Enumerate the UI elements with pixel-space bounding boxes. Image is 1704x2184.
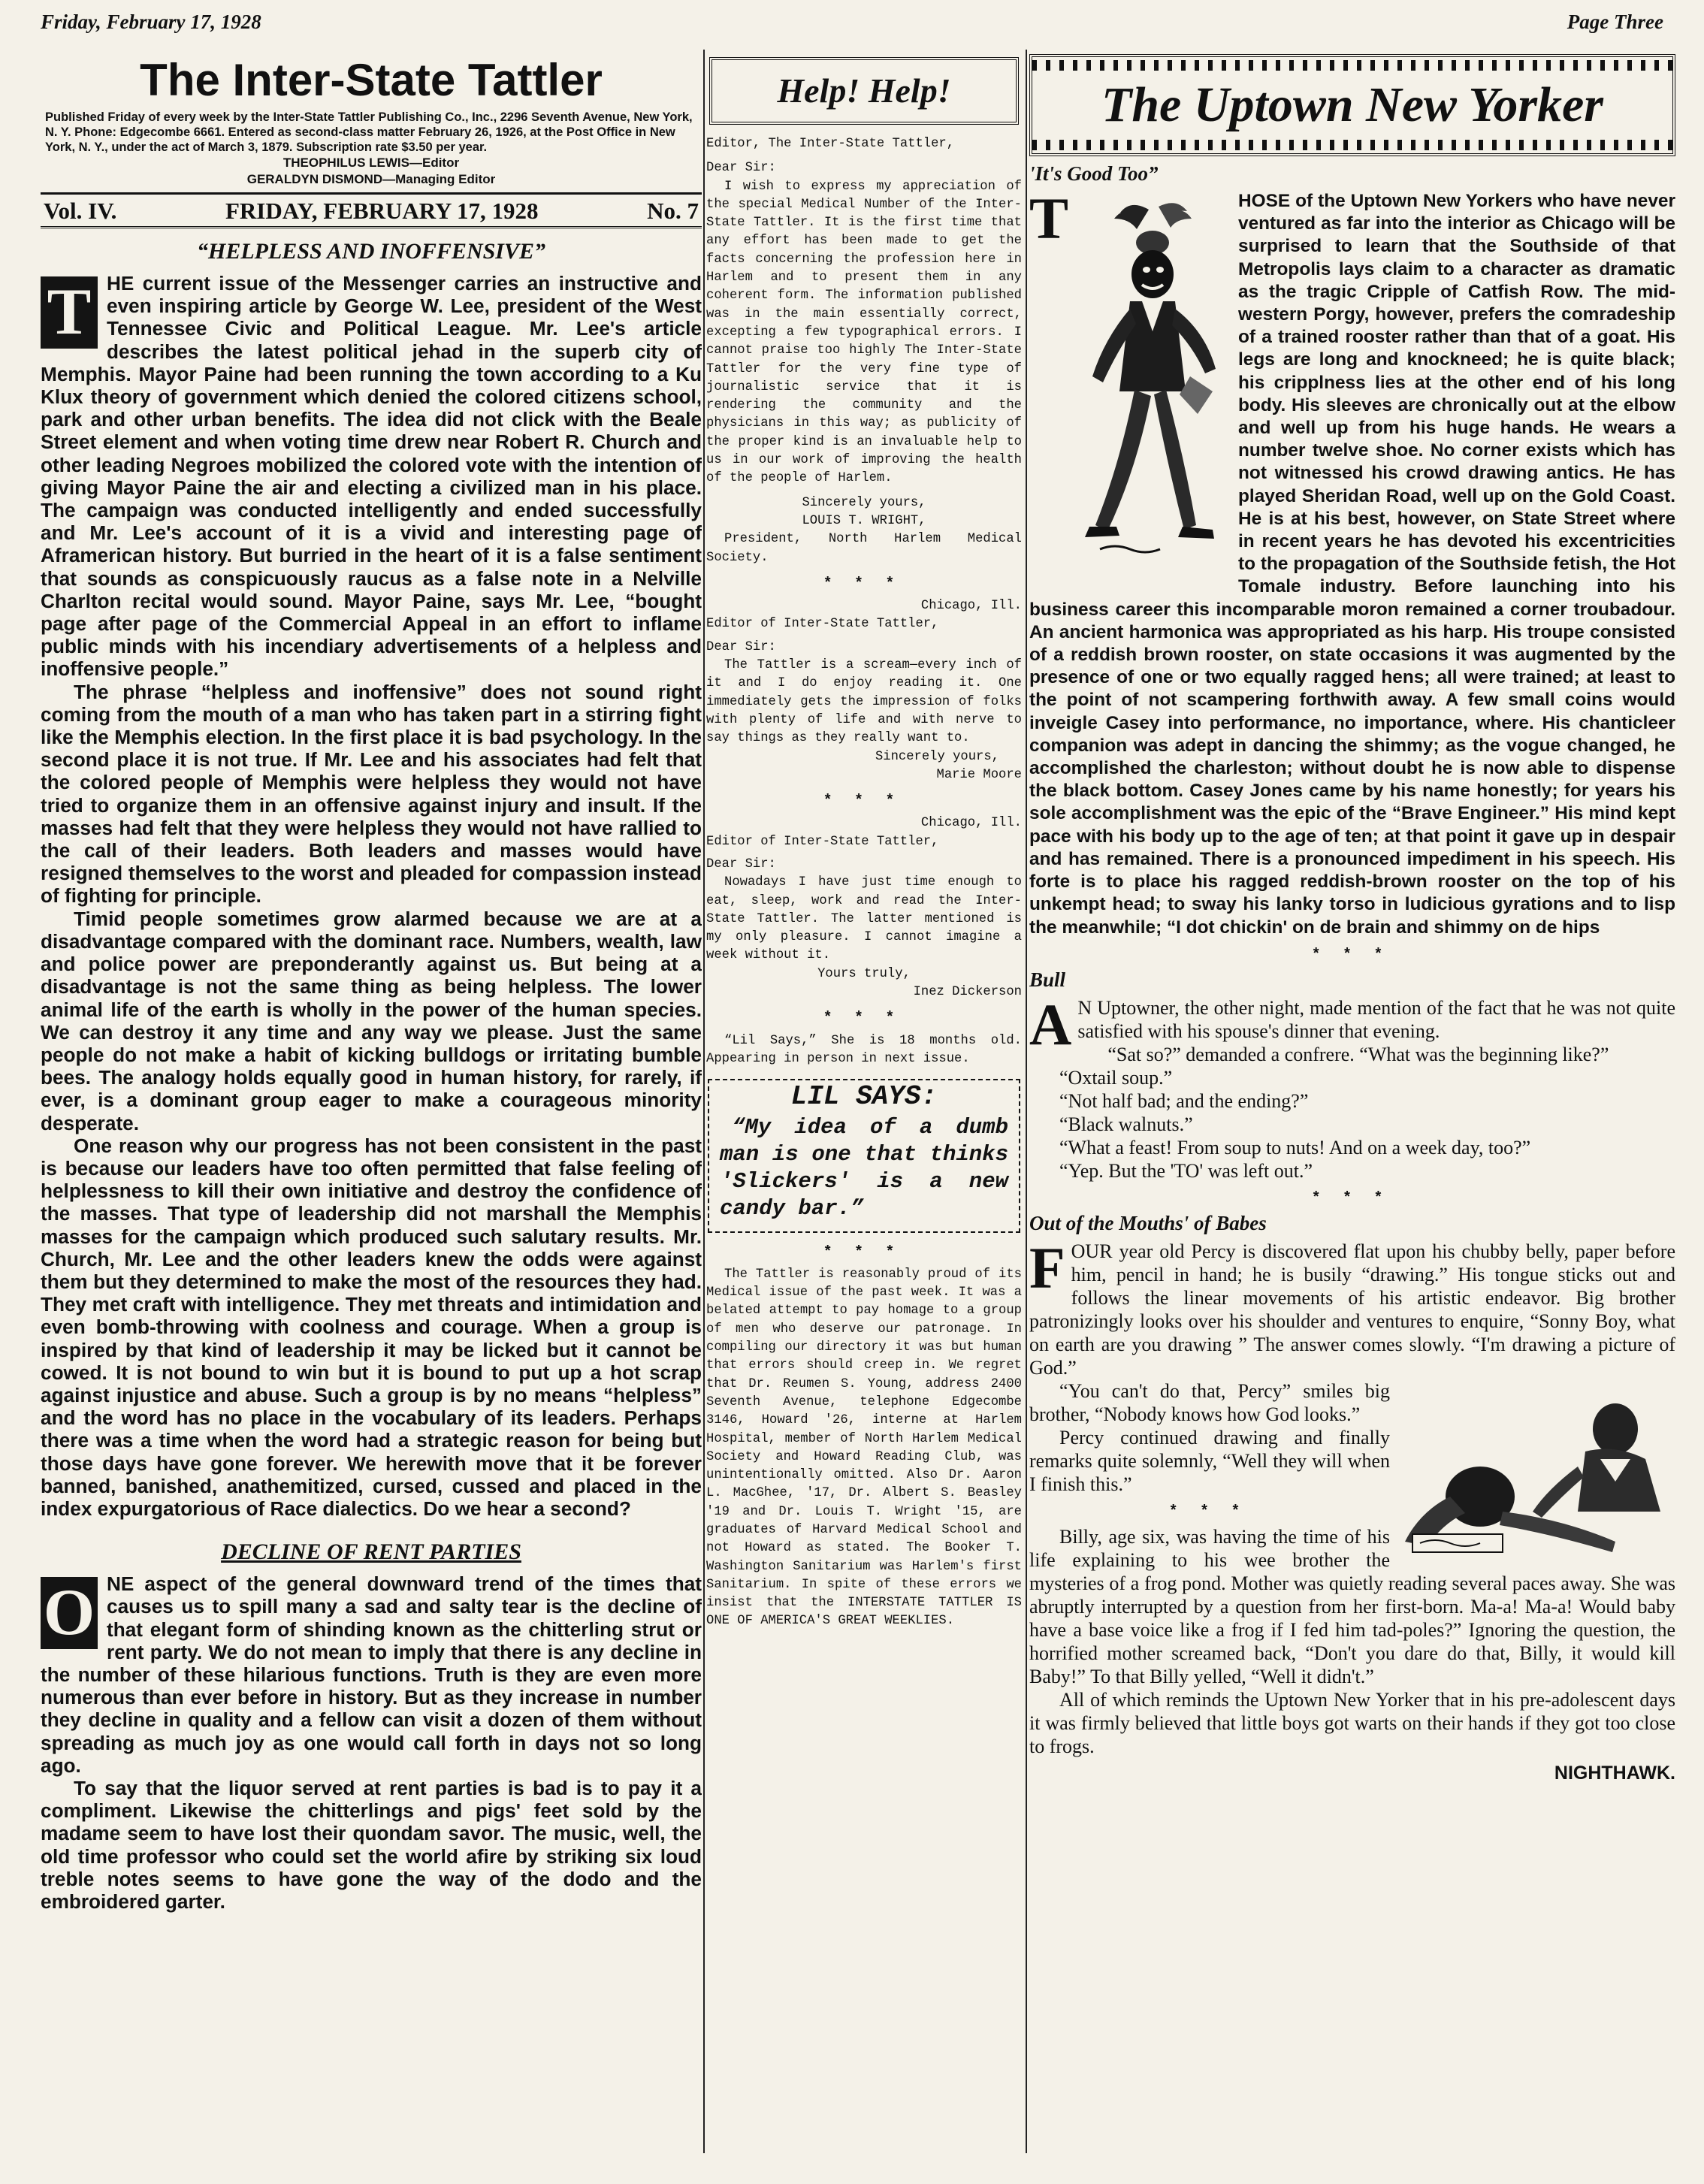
letter-salutation: Editor of Inter-State Tattler, bbox=[706, 617, 939, 632]
managing-editor-line: GERALDYN DISMOND—Managing Editor bbox=[246, 172, 496, 186]
editorial-paragraph: To say that the liquor served at rent parties is bad is to pay it a compliment. Likewise the chitterlings and pigs' feet sold by the madame seem to have lost their quondam savor. The music, well, the old time professor who could set the world afire by striking six loud treble notes seems to have gone the way of the dodo and the embroidered garter. bbox=[41, 1777, 702, 1914]
letter-body: Nowadays I have just time enough to eat, sleep, work and read the Inter-State Tattler. The latter mentioned is my only pleasure. I cannot imagine a week without it. bbox=[706, 875, 1022, 963]
help-help-title: Help! Help! bbox=[709, 57, 1019, 125]
publisher-line: Published Friday of every week by the Inter-State Tattler Publishing Co., Inc., 2296 Seventh Avenue, New York, N. Y. Phone: Edgecombe 6661. Entered as second-class matter February 26, 1926, at the Post Office in New York, N. Y., under the act of March 3, 1879. Subscription rate $3.50 per year. bbox=[45, 110, 693, 154]
dialogue-line: “Not half bad; and the ending?” bbox=[1059, 1089, 1309, 1112]
editorial-paragraph: One reason why our progress has not been consistent in the past is because our leaders have too often permitted that false feeling of helplessness to kill their own initiative and destroy the confidence of the masses. That type of leadership did not marshall the Memphis masses for the campaign which produced such salutary results. Mr. Church, Mr. Lee and the other leaders knew the odds were against them but they determined to make the most of the resources they had. They met craft with intelligence. They met threats and intimidation and even bomb-throwing with coolness and courage. When a group is inspired by that kind of leadership it may be licked but it cannot be cowed. It is not bound to win but it is bound to put up a hot scrap against injustice and abuse. Such a group is by no means “helpless” and the word has no place in the vocabulary of its leaders. Perhaps there was a time when the word had a strategic reason for being but those days have gone forever. We herewith move that it be forever banned, banished, anathemitized, cursed, cussed and placed in the index expurgatorious of Race dialectics. Do we hear a second? bbox=[41, 1134, 702, 1520]
bull-story: A N Uptowner, the other night, made mention of the fact that he was not quite satisfied with his spouse's dinner that evening. “Sat so?” demanded a confrere. “What was the beginning like?” “Oxtail soup.” “Not half bad; and the ending?” “Black walnuts.” “What a feast! From soup to nuts! And on a week day, too?” “Yep. But the 'TO' was left out.” bbox=[1029, 991, 1675, 1182]
section-divider: * * * bbox=[824, 573, 904, 591]
letters-body bbox=[706, 135, 1022, 1631]
section-heading: Out of the Mouths' of Babes bbox=[1029, 1211, 1267, 1234]
section-divider: * * * bbox=[1313, 944, 1392, 962]
column-rule bbox=[703, 50, 705, 2153]
column-signature: NIGHTHAWK. bbox=[1554, 1762, 1675, 1784]
volume-number: Vol. IV. bbox=[44, 198, 117, 224]
section-divider: * * * bbox=[1313, 1188, 1392, 1205]
dialogue-line: “Yep. But the 'TO' was left out.” bbox=[1059, 1159, 1313, 1182]
letter-closing: Yours truly, bbox=[817, 966, 911, 981]
dialogue-line: “What a feast! From soup to nuts! And on a week day, too?” bbox=[1059, 1136, 1531, 1158]
letter-body: I wish to express my appreciation of the special Medical Number of the Inter-State Tattler. It is the first time that any effort has been made to get the facts concerning the profession here in Harlem and to present them in any coherent form. The information published was in the main essentially correct, excepting a few typographical errors. I cannot praise too highly The Inter-State Tattler for the very fine type of journalistic service that it is rendering the community and the physicians in this way; as publicity of the proper kind is an invaluable help to us in our work of improving the health of the people of Harlem. bbox=[706, 179, 1022, 486]
section-heading: 'It's Good Too” bbox=[1029, 162, 1159, 185]
running-header bbox=[41, 11, 1663, 41]
running-header-page: Page Three bbox=[1567, 11, 1663, 33]
lil-says-box bbox=[708, 1079, 1020, 1232]
letter-place: Chicago, Ill. bbox=[920, 599, 1022, 614]
letter-signer: Marie Moore bbox=[936, 767, 1022, 782]
letter-closing: Sincerely yours, bbox=[875, 749, 999, 764]
editorial-paragraph: The phrase “helpless and inoffensive” does not sound right coming from the mouth of a man who has taken part in a stirring fight like the Memphis election. In the first place it is bad psychology. In the second place it is not true. If Mr. Lee and his associates had felt that the colored people of Memphis were helpless they would not have tried to organize them in an offensive against injury and insult. If the masses had felt that they were helpless they would not have rallied to the call of their leaders. Both leaders and masses would have resigned themselves to the worst and pleaded for compassion instead of fighting for principle. bbox=[41, 680, 702, 908]
medical-issue-note: The Tattler is reasonably proud of its Medical issue of the past week. It was a belated attempt to pay homage to a group of men who deserve our patronage. In compiling our directory it was but human that errors should creep in. We regret that Dr. Reumen S. Young, address 2400 Seventh Avenue, telephone Edgecombe 3146, Howard '26, interne at Harlem Hospital, member of North Harlem Medical Society and Howard Reading Club, was unintentionally omitted. Also Dr. Aaron L. MacGhee, '17, Dr. Albert S. Beasley '19 and Dr. Louis T. Wright '15, are graduates of Harvard Medical School and not Howard as stated. The Booker T. Washington Sanitarium was Harlem's first Sanitarium. In spite of these errors we insist that the INTERSTATE TATTLER IS ONE OF AMERICA'S GREAT WEEKLIES. bbox=[706, 1267, 1022, 1629]
drop-cap: T bbox=[41, 276, 98, 349]
editorial-paragraph: Timid people sometimes grow alarmed because we are at a disadvantage compared with the dominant race. Numbers, wealth, law and police power are preponderantly against us. But being at a disadvantage is not the same thing as being helpless. The lower animal life of the earth is wholly in the power of the human species. We can destroy it any time and any way we please. Just the same people do not make a habit of kicking bulldogs or irritating bumble bees. The analogy holds equally good in human history, for rarely, if ever, is a dominant group eager to make a courageous minority desperate. bbox=[41, 907, 702, 1134]
section-divider: * * * bbox=[824, 1008, 904, 1026]
babes-paragraph: Percy continued drawing and finally remarks quite solemnly, “Well they will when I finish this.” bbox=[1029, 1426, 1390, 1495]
section-divider: * * * bbox=[824, 1242, 904, 1259]
section-heading: Bull bbox=[1029, 968, 1066, 991]
section-divider: * * * bbox=[1170, 1501, 1249, 1518]
letter-signer-title: President, North Harlem Medical Society. bbox=[706, 532, 1022, 565]
border-ornament bbox=[1032, 140, 1672, 150]
section-divider: * * * bbox=[824, 791, 904, 808]
letter-closing: Sincerely yours, bbox=[802, 495, 926, 510]
letter-place: Chicago, Ill. bbox=[920, 816, 1022, 831]
masthead-title: The Inter-State Tattler bbox=[140, 55, 603, 105]
editorial-paragraph: T HE current issue of the Messenger carries an instructive and even inspiring article by George W. Lee, president of the West Tennessee Civic and Political League. Mr. Lee's article describes the latest political jehad in the superb city of Memphis. Mayor Paine had been running the town according to a Ku Klux theory of government which denied the colored citizens school, park and other urban benefits. The idea did not click with the Beale Street element and when voting time drew near Robert R. Church and other leading Negroes mobilized the colored vote with the intention of giving Mayor Paine the air and electing a civilized man in his place. The campaign was conducted intelligently and ended successfully and Mr. Lee's account of it is a vivid and interesting page of Aframerican history. But burried in the heart of it is a false sentiment that sounds as conspicuously raucus as a false note in a Nelville Charlton recital would sound. Mayor Paine, says Mr. Lee, “bought page after page of the Commercial Appeal in an effort to inflame public minds with his incendiary advertisements of a helpless and inoffensive people.” bbox=[41, 272, 702, 681]
volume-line bbox=[41, 192, 702, 228]
letter-salutation: Dear Sir: bbox=[706, 639, 776, 654]
drop-cap: O bbox=[41, 1577, 98, 1649]
letter-salutation: Dear Sir: bbox=[706, 161, 776, 176]
letter-signer: Inez Dickerson bbox=[913, 985, 1022, 1000]
drop-cap: A bbox=[1029, 991, 1072, 1057]
running-header-date: Friday, February 17, 1928 bbox=[41, 11, 261, 33]
letter-salutation: Editor, The Inter-State Tattler, bbox=[706, 137, 955, 151]
dialogue-line: “Black walnuts.” bbox=[1059, 1113, 1193, 1135]
billy-paragraph: All of which reminds the Uptown New Yorker that in his pre-adolescent days it was firmly believed that little boys got warts on their hands if they got too close to frogs. bbox=[1029, 1688, 1675, 1757]
lil-says-note: “Lil Says,” She is 18 months old. Appearing in person in next issue. bbox=[706, 1033, 1022, 1066]
babes-paragraph: “You can't do that, Percy” smiles big brother, “Nobody knows how God looks.” bbox=[1029, 1379, 1390, 1425]
brothers-drawing-illustration bbox=[1397, 1384, 1675, 1557]
lil-says-quote: “My idea of a dumb man is one that thinks 'Slickers' is a new candy bar.” bbox=[720, 1114, 1008, 1221]
editorial-column bbox=[41, 50, 702, 2153]
editorial-paragraph: O NE aspect of the general downward trend of the times that causes us to spill many a sad and salty tear is the decline of that elegant form of shinding known as the chitterling strut or rent party. We do not mean to imply that there is any decline in the number of these hilarious functions. Truth is they are even more numerous than ever before in history. But as they increase in number they decline in quality and a fellow can visit a dozen of them without spreading as much joy as one would call forth in days not so long ago. bbox=[41, 1572, 702, 1777]
issue-number: No. 7 bbox=[647, 198, 699, 224]
billy-story bbox=[1029, 1525, 1675, 1758]
issue-date: FRIDAY, FEBRUARY 17, 1928 bbox=[225, 198, 539, 224]
babes-story: FOUR year old Percy is discovered flat upon his chubby belly, paper before him, pencil in hand; he is busily “drawing.” His tongue sticks out and follows the linear movements of his artistic endeavor. Big brother patronizingly looks over his shoulder and ventures to enquire, “Sonny Boy, what on earth are you drawing ” The answer comes slowly. “I'm drawing a picture of God.” “You can't do that, Percy” smiles big brother, “Nobody knows how God looks.” Percy continued drawing and finally remarks quite solemnly, “Well they will when I finish this.” bbox=[1029, 1240, 1675, 1496]
letter-salutation: Dear Sir: bbox=[706, 856, 776, 871]
uptown-title-box bbox=[1029, 54, 1675, 156]
uptown-title: The Uptown New Yorker bbox=[1101, 77, 1603, 132]
dialogue-line: “Sat so?” demanded a confrere. “What was the beginning like?” bbox=[1107, 1043, 1609, 1065]
billy-paragraph: Billy, age six, was having the time of his life explaining to his wee brother the mysteries of a frog pond. Mother was quietly reading several paces away. She was abruptly interrupted by a question from her first-born. Ma-a! Ma-a! Would baby have a base voice like a frog if I fed him tad-poles?” Ignoring the question, the horrified mother screamed back, “Don't you dare do that, Billy, it would kill Baby!” To that Billy yelled, “Well it didn't.” bbox=[1029, 1525, 1675, 1687]
column-rule bbox=[1026, 50, 1027, 2153]
editorial-headline: “HELPLESS AND INOFFENSIVE” bbox=[196, 239, 545, 264]
dialogue-line: “Oxtail soup.” bbox=[1059, 1066, 1173, 1089]
letter-salutation: Editor of Inter-State Tattler, bbox=[706, 834, 939, 849]
letters-column bbox=[706, 50, 1022, 2153]
editorial-headline: DECLINE OF RENT PARTIES bbox=[221, 1539, 521, 1565]
letter-body: The Tattler is a scream—every inch of it and I do enjoy reading it. One immediately gets the impression of folks with plenty of life and with nerve to say things as they really want to. bbox=[706, 658, 1022, 746]
casey-story: T HOSE of the Uptown New Yorkers who have never ventured as far into the interior as Chicago will be surprised to learn that the Southside of that Metropolis lays claim to a character as dramatic as the tragic Cripple of Catfish Row. The mid-western Porgy, however, prefers the comradeship of a trained rooster rather than that of a goat. His legs are long and knockneed; he is quite black; his cripplness lies at the other end of his long body. His sleeves are chronically out at the elbow and well up from his huge hands. He wears a number twelve shoe. No corner exists which has not witnessed his crowd drawing antics. He has played Sheridan Road, well up on the Gold Coast. He is at his best, however, on State Street where in recent years he has devoted his excentricities to the propagation of the Southside fetish, the Hot Tomale industry. Before launching into his business career this incomparable moron remained a corner troubadour. An ancient harmonica was appropriated as his harp. His troupe consisted of a reddish brown rooster, on state occasions it was augmented by the presence of one or two equally ragged hens; all were trained; at least to the point of not scampering forthwith away. A few small coins would inveigle Casey into performance, no importance, where. His chanticleer companion was adept in dancing the shimmy; as the vogue changed, he accomplished the charleston; without doubt he is now able to dispense the black bottom. Casey Jones came by his name honestly; for years his sole accomplishment was the epic of the “Brave Engineer.” His mind kept pace with his body up to the age of ten; at that point it gave up in despair and has remained. There is a pronounced impediment in his speech. His forte is to place his ragged reddish-brown rooster on the top of his unkempt head; to sway his lanky torso in ludicious gyrations and to lisp the meanwhile; “I dot chickin' on de brain and shimmy on de hips bbox=[1029, 186, 1675, 938]
letter-signer: LOUIS T. WRIGHT, bbox=[802, 513, 926, 528]
dancing-man-illustration bbox=[1077, 196, 1228, 579]
editor-line: THEOPHILUS LEWIS—Editor bbox=[282, 156, 460, 170]
drop-cap: F bbox=[1029, 1234, 1065, 1300]
uptown-column bbox=[1029, 50, 1675, 2153]
lil-says-title: LIL SAYS: bbox=[790, 1081, 938, 1113]
border-ornament bbox=[1032, 60, 1672, 71]
drop-cap: T bbox=[1029, 186, 1069, 251]
